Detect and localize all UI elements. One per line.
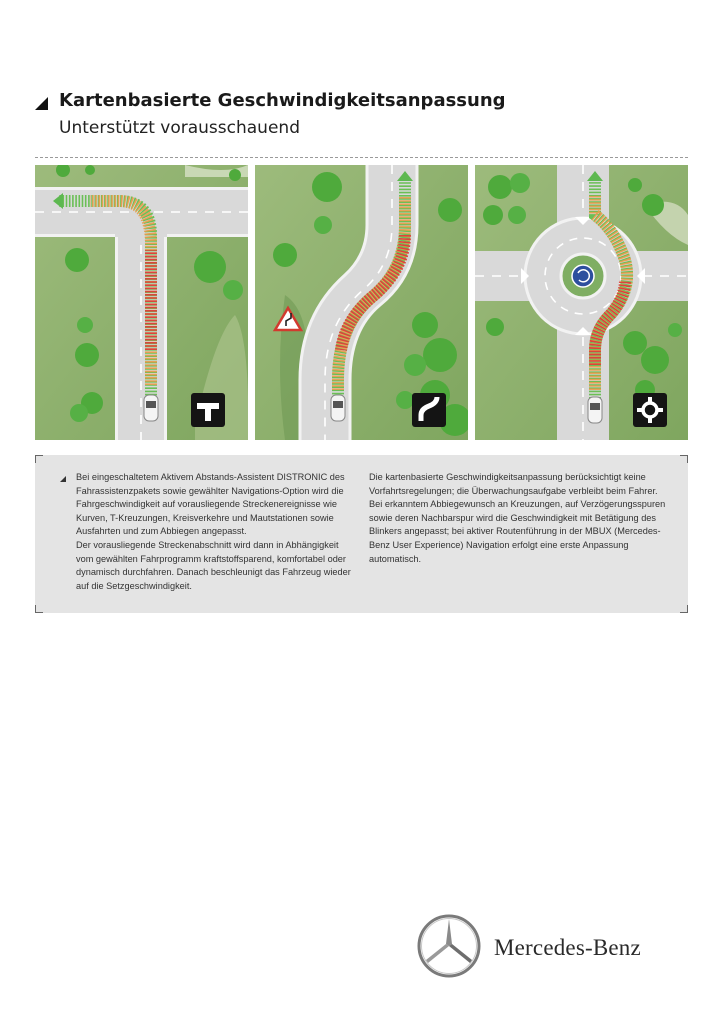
- page-subtitle: Unterstützt vorausschauend: [59, 118, 300, 138]
- corner-mark: [680, 605, 688, 613]
- page-title: Kartenbasierte Geschwindigkeitsanpassung: [59, 90, 506, 111]
- corner-mark: [35, 605, 43, 613]
- bullet-marker-icon: [60, 476, 66, 482]
- corner-mark: [680, 455, 688, 463]
- brand-wordmark: Mercedes-Benz: [494, 935, 641, 960]
- top-divider: [35, 157, 688, 158]
- info-paragraph: Die kartenbasierte Geschwindigkeitsanpassung berücksichtigt keine Vorfahrtsregelungen; die Überwachungsaufgabe verbleibt beim Fahrer.: [369, 472, 658, 496]
- illustration-t-junction: [35, 165, 248, 440]
- info-column-left: [76, 471, 358, 593]
- info-paragraph: Der vorausliegende Streckenabschnitt wird dann in Abhängigkeit vom gewählten Fahrprogramm kraftstoffsparend, komfortabel oder dynamisch durchfahren. Danach beschleunigt das Fahrzeug wieder auf die Setzgeschwindigkeit.: [76, 539, 351, 591]
- illustration-curve: [255, 165, 468, 440]
- mercedes-star-icon: [416, 913, 482, 979]
- corner-mark: [35, 455, 43, 463]
- info-paragraph: Bei eingeschaltetem Aktivem Abstands-Assistent DISTRONIC des Fahrassistenzpakets sowie gewählter Navigations-Option wird die Fahrgeschwindigkeit auf vorausliegende Streckenereignisse wie Kurven, T-Kreuzungen, Kreisverkehre und Mautstationen sowie Ausfahrten und zum Abbiegen angepasst.: [76, 472, 345, 537]
- illustration-roundabout: [475, 165, 688, 440]
- illustration-panels: [35, 165, 688, 440]
- brand-logo: [416, 913, 666, 979]
- info-column-right: [369, 471, 669, 566]
- section-marker-icon: [35, 97, 48, 110]
- info-box: [35, 455, 688, 613]
- info-paragraph: Bei erkanntem Abbiegewunsch an Kreuzungen, auf Verzögerungsspuren sowie deren Nachbarspur wird die Geschwindigkeit mit Betätigung des Blinkers angepasst; bei aktiver Routenführung in der MBUX (Mercedes-Benz User Experience) Navigation erfolgt eine erste Anpassung automatisch.: [369, 499, 666, 564]
